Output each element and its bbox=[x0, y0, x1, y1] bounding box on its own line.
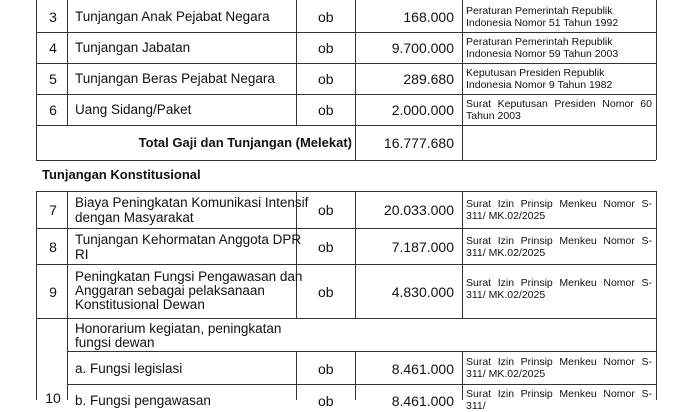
grid-line bbox=[296, 351, 297, 400]
row-number: 6 bbox=[49, 102, 57, 118]
allowance-name: dengan Masyarakat bbox=[75, 210, 194, 225]
grid-line bbox=[36, 318, 656, 319]
amount: 289.680 bbox=[403, 71, 454, 87]
amount: 4.830.000 bbox=[391, 284, 454, 300]
unit: ob bbox=[318, 102, 334, 118]
amount: 8.461.000 bbox=[391, 393, 454, 409]
sub-item-name: b. Fungsi pengawasan bbox=[75, 393, 211, 408]
allowance-name: Tunjangan Anak Pejabat Negara bbox=[75, 9, 270, 24]
grid-line bbox=[36, 125, 656, 126]
legal-basis: Surat Izin Prinsip Menkeu Nomor S-311/ MK.02/2025 bbox=[466, 198, 652, 222]
legal-basis: Peraturan Pemerintah Republik Indonesia Nomor 51 Tahun 1992 bbox=[466, 5, 619, 29]
grid-line bbox=[36, 32, 656, 33]
allowance-name: Anggaran sebagai pelaksanaan bbox=[75, 283, 265, 298]
legal-basis: Surat Izin Prinsip Menkeu Nomor S-311/ bbox=[466, 388, 652, 412]
amount: 8.461.000 bbox=[391, 361, 454, 377]
amount: 20.033.000 bbox=[383, 202, 454, 218]
sub-item-name: a. Fungsi legislasi bbox=[75, 361, 183, 376]
amount: 9.700.000 bbox=[391, 40, 454, 56]
unit: ob bbox=[318, 361, 334, 377]
unit: ob bbox=[318, 71, 334, 87]
amount: 168.000 bbox=[403, 9, 454, 25]
grid-line bbox=[36, 191, 656, 192]
unit: ob bbox=[318, 393, 334, 409]
unit: ob bbox=[318, 239, 334, 255]
unit: ob bbox=[318, 9, 334, 25]
grid-line bbox=[462, 351, 463, 400]
grid-line bbox=[67, 384, 656, 385]
grid-line bbox=[462, 191, 463, 318]
legal-basis: Surat Izin Prinsip Menkeu Nomor S-311/ MK.02/2025 bbox=[466, 235, 652, 259]
unit: ob bbox=[318, 40, 334, 56]
row-number: 4 bbox=[49, 40, 57, 56]
grid-line bbox=[36, 94, 656, 95]
allowance-name: Tunjangan Beras Pejabat Negara bbox=[75, 71, 275, 86]
allowance-name: Peningkatan Fungsi Pengawasan dan bbox=[75, 269, 303, 284]
legal-basis: Surat Izin Prinsip Menkeu Nomor S-311/ MK.02/2025 bbox=[466, 277, 652, 301]
allowance-name: RI bbox=[75, 247, 89, 262]
allowance-name: Konstitusional Dewan bbox=[75, 297, 205, 312]
grid-line bbox=[355, 0, 356, 160]
grid-line bbox=[36, 264, 656, 265]
amount: 7.187.000 bbox=[391, 239, 454, 255]
grid-line bbox=[656, 0, 657, 160]
row-number: 10 bbox=[45, 390, 61, 406]
allowance-name: fungsi dewan bbox=[75, 335, 155, 350]
grid-line bbox=[36, 160, 656, 161]
unit: ob bbox=[318, 202, 334, 218]
row-number: 8 bbox=[49, 239, 57, 255]
row-number: 7 bbox=[49, 202, 57, 218]
total-amount: 16.777.680 bbox=[383, 135, 454, 151]
grid-line bbox=[355, 351, 356, 400]
row-number: 5 bbox=[49, 71, 57, 87]
grid-line bbox=[36, 0, 37, 160]
allowance-name: Tunjangan Kehormatan Anggota DPR bbox=[75, 232, 302, 247]
allowance-name: Biaya Peningkatan Komunikasi Intensif bbox=[75, 195, 309, 210]
grid-line bbox=[36, 191, 37, 400]
allowance-name: Uang Sidang/Paket bbox=[75, 102, 192, 117]
grid-line bbox=[462, 0, 463, 160]
grid-line bbox=[355, 191, 356, 318]
grid-line bbox=[36, 63, 656, 64]
allowance-name: Tunjangan Jabatan bbox=[75, 40, 191, 55]
legal-basis: Peraturan Pemerintah Republik Indonesia Nomor 59 Tahun 2003 bbox=[466, 36, 619, 60]
legal-basis: Surat Izin Prinsip Menkeu Nomor S-311/ MK.02/2025 bbox=[466, 356, 652, 380]
row-number: 9 bbox=[49, 284, 57, 300]
grid-line bbox=[36, 228, 656, 229]
grid-line bbox=[656, 191, 657, 400]
legal-basis: Keputusan Presiden Republik Indonesia Nomor 9 Tahun 1982 bbox=[466, 67, 613, 91]
grid-line bbox=[67, 351, 656, 352]
section-title: Tunjangan Konstitusional bbox=[42, 167, 201, 182]
row-number: 3 bbox=[49, 9, 57, 25]
grid-line bbox=[296, 191, 297, 318]
allowance-name: Honorarium kegiatan, peningkatan bbox=[75, 321, 282, 336]
unit: ob bbox=[318, 284, 334, 300]
amount: 2.000.000 bbox=[391, 102, 454, 118]
total-label: Total Gaji dan Tunjangan (Melekat) bbox=[138, 135, 352, 150]
legal-basis: Surat Keputusan Presiden Nomor 60 Tahun 2003 bbox=[466, 98, 652, 122]
